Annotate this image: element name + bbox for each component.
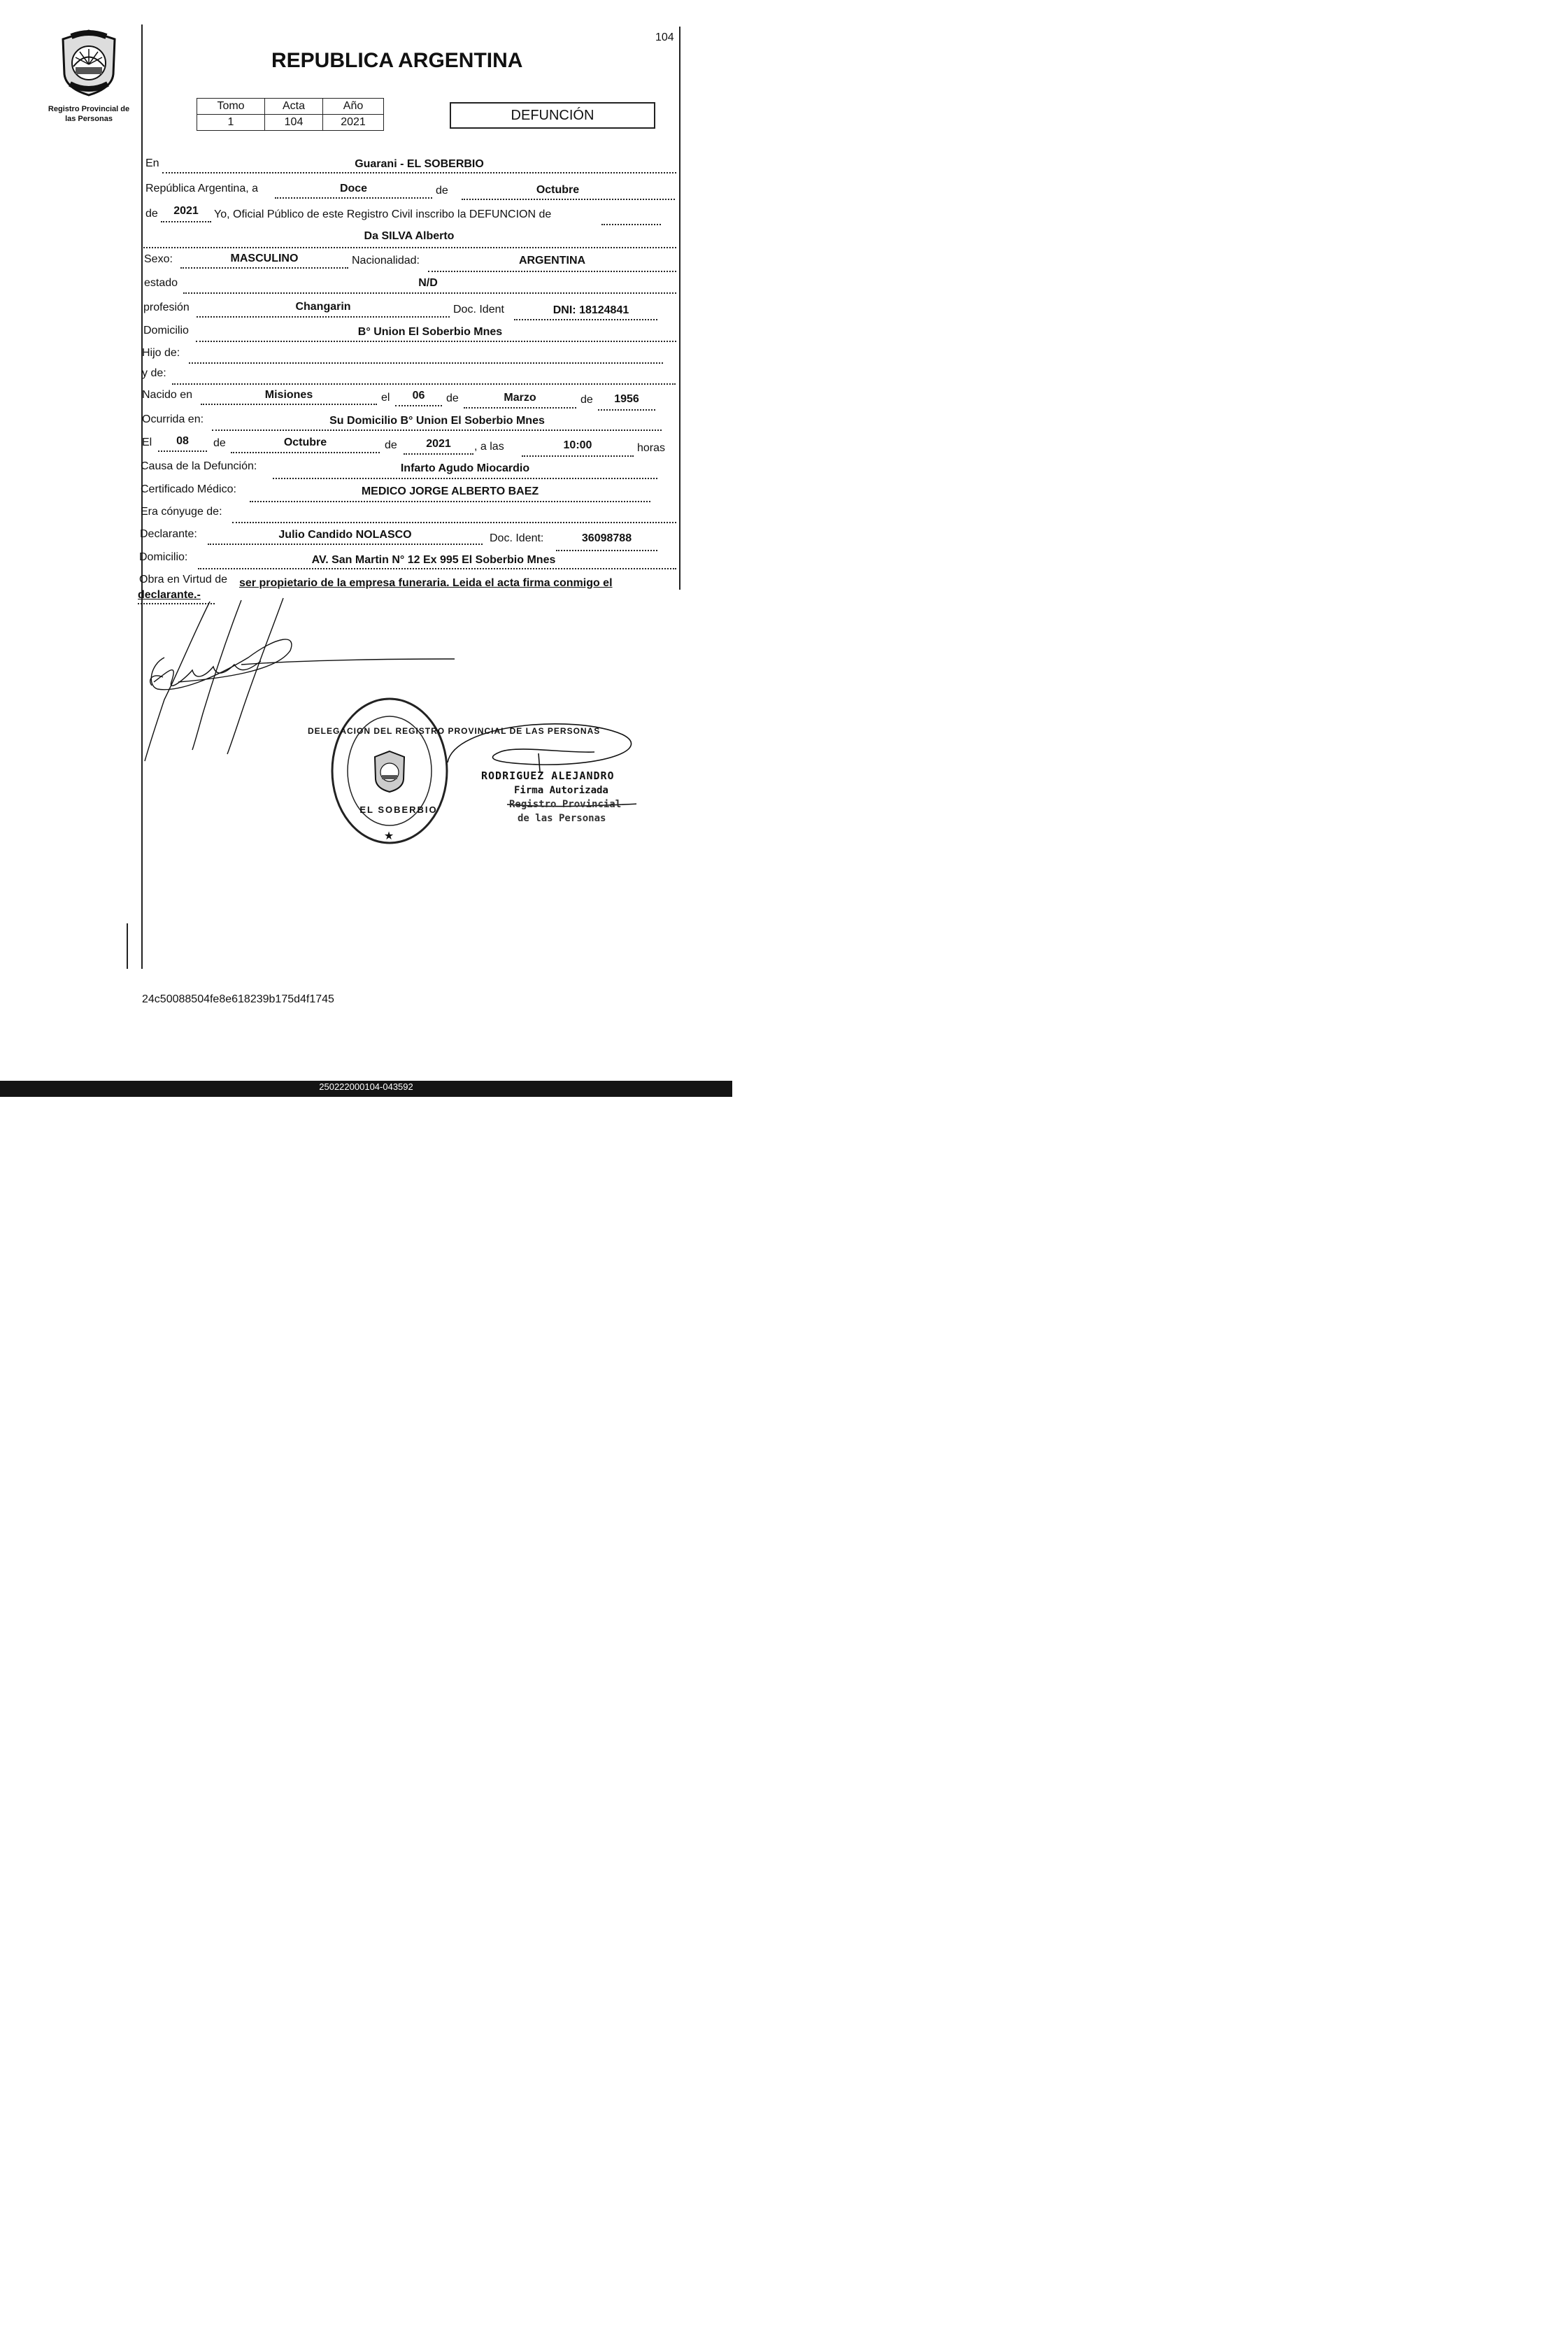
doc-ident-line [514, 319, 657, 320]
footer-id: 250222000104-043592 [319, 1081, 413, 1092]
domicilio2-value: AV. San Martin N° 12 Ex 995 El Soberbio Mnes [311, 554, 556, 566]
nacionalidad-value: ARGENTINA [518, 255, 586, 267]
document-hash: 24c50088504fe8e618239b175d4f1745 [142, 993, 334, 1005]
yde-line [172, 383, 676, 385]
registry-name-line1: Registro Provincial de [48, 105, 130, 113]
hijo-line [189, 362, 663, 364]
obra-label: Obra en Virtud de [139, 574, 228, 586]
el-label: el [381, 392, 390, 404]
declarante-line [208, 544, 483, 545]
def-anio-line [404, 453, 473, 455]
page-number: 104 [655, 31, 674, 43]
republica-label: República Argentina, a [145, 183, 258, 194]
domicilio2-label: Domicilio: [139, 551, 188, 563]
stamp-org-line2: de las Personas [518, 813, 606, 824]
provincia-misiones-logo [57, 28, 120, 98]
certificado-value: MEDICO JORGE ALBERTO BAEZ [361, 485, 539, 497]
hijo-label: Hijo de: [142, 347, 180, 359]
nac-mes-line [464, 407, 576, 409]
doc-ident2-value: 36098788 [581, 532, 632, 544]
doc-ident-label: Doc. Ident [453, 304, 504, 315]
stamp-role: Firma Autorizada [514, 785, 608, 796]
inscribo-line [601, 224, 661, 225]
estado-label: estado [144, 277, 178, 289]
registry-seal [329, 696, 451, 846]
left-margin-rule [141, 24, 143, 969]
inscribo-text: Yo, Oficial Público de este Registro Civil inscribo la DEFUNCION de [214, 208, 552, 220]
mes-value: Octubre [536, 184, 580, 196]
register-value-tomo: 1 [197, 115, 265, 131]
svg-text:★: ★ [383, 829, 394, 842]
en-line [162, 172, 676, 173]
yde-label: y de: [142, 367, 166, 379]
causa-value: Infarto Agudo Miocardio [400, 462, 530, 474]
register-header-anio: Año [323, 99, 384, 115]
ocurrida-label: Ocurrida en: [142, 413, 204, 425]
certificado-label: Certificado Médico: [141, 483, 236, 495]
alas-label: , a las [474, 441, 504, 453]
anio-line [161, 221, 211, 222]
register-table [197, 98, 384, 131]
doc-ident2-line [556, 550, 657, 551]
sexo-line [180, 267, 348, 269]
estado-value: N/D [418, 277, 438, 289]
stamp-name: RODRIGUEZ ALEJANDRO [481, 769, 615, 782]
def-dia-line [158, 450, 207, 452]
de6-label: de [385, 439, 397, 451]
nac-anio-value: 1956 [614, 393, 639, 405]
dia-line [275, 197, 432, 199]
right-margin-rule [679, 27, 680, 590]
estado-line [183, 292, 676, 294]
nacido-value: Misiones [264, 389, 313, 401]
left-margin-rule-lower [127, 923, 128, 969]
document-title: REPUBLICA ARGENTINA [271, 49, 523, 72]
register-header-tomo: Tomo [197, 99, 265, 115]
register-header-acta: Acta [265, 99, 323, 115]
nacionalidad-line [428, 271, 676, 272]
de4-label: de [580, 394, 593, 406]
mes-line [462, 199, 675, 200]
nac-mes-value: Marzo [504, 392, 536, 404]
nac-anio-line [598, 409, 655, 411]
dia-value: Doce [339, 183, 368, 194]
de-label: de [436, 185, 448, 197]
seal-inner-text: EL SOBERBIO [359, 804, 438, 815]
nacido-line [201, 404, 377, 405]
profesion-label: profesión [143, 301, 190, 313]
domicilio-value: B° Union El Soberbio Mnes [357, 326, 503, 338]
anio-value: 2021 [173, 205, 199, 217]
nacionalidad-label: Nacionalidad: [352, 255, 420, 267]
doc-type-box: DEFUNCIÓN [450, 102, 655, 129]
nombre-line [143, 247, 676, 248]
domicilio-line [196, 341, 676, 342]
en-label: En [145, 157, 159, 169]
ocurrida-line [212, 430, 662, 431]
nacido-label: Nacido en [142, 389, 193, 401]
de3-label: de [446, 392, 459, 404]
horas-label: horas [637, 442, 666, 454]
de5-label: de [213, 437, 226, 449]
sexo-label: Sexo: [144, 253, 173, 265]
register-value-anio: 2021 [323, 115, 384, 131]
def-dia-value: 08 [176, 435, 189, 447]
doc-ident-value: DNI: 18124841 [553, 304, 629, 316]
declarante-label: Declarante: [140, 528, 197, 540]
nac-dia-line [395, 405, 442, 406]
hora-line [522, 455, 634, 457]
profesion-line [197, 316, 450, 318]
ocurrida-value: Su Domicilio B° Union El Soberbio Mnes [329, 415, 545, 427]
en-value: Guarani - EL SOBERBIO [355, 158, 484, 170]
def-mes-value: Octubre [283, 437, 327, 448]
certificado-line [250, 501, 650, 502]
def-mes-line [231, 452, 380, 453]
el2-label: El [142, 437, 152, 448]
causa-line [273, 478, 657, 479]
domicilio-label: Domicilio [143, 325, 189, 336]
obra-value: ser propietario de la empresa funeraria. Leida el acta firma conmigo el [239, 577, 613, 589]
conyuge-label: Era cónyuge de: [141, 506, 222, 518]
declarante-value: Julio Candido NOLASCO [278, 529, 412, 541]
profesion-value: Changarin [295, 301, 351, 313]
domicilio2-line [198, 568, 676, 569]
obra-value-line2: declarante.- [138, 589, 201, 601]
de2-label: de [145, 208, 158, 220]
nac-dia-value: 06 [412, 390, 425, 402]
register-value-acta: 104 [265, 115, 323, 131]
sexo-value: MASCULINO [230, 253, 299, 264]
doc-ident2-label: Doc. Ident: [490, 532, 544, 544]
hora-value: 10:00 [563, 439, 592, 451]
conyuge-line [232, 522, 676, 523]
registry-name-line2: las Personas [65, 115, 113, 123]
seal-outer-text: DELEGACION DEL REGISTRO PROVINCIAL DE LAS PERSONAS [308, 726, 601, 736]
causa-label: Causa de la Defunción: [141, 460, 257, 472]
stamp-org-line1: Registro Provincial [509, 799, 622, 810]
nombre-value: Da SILVA Alberto [364, 230, 455, 242]
def-anio-value: 2021 [426, 438, 451, 450]
